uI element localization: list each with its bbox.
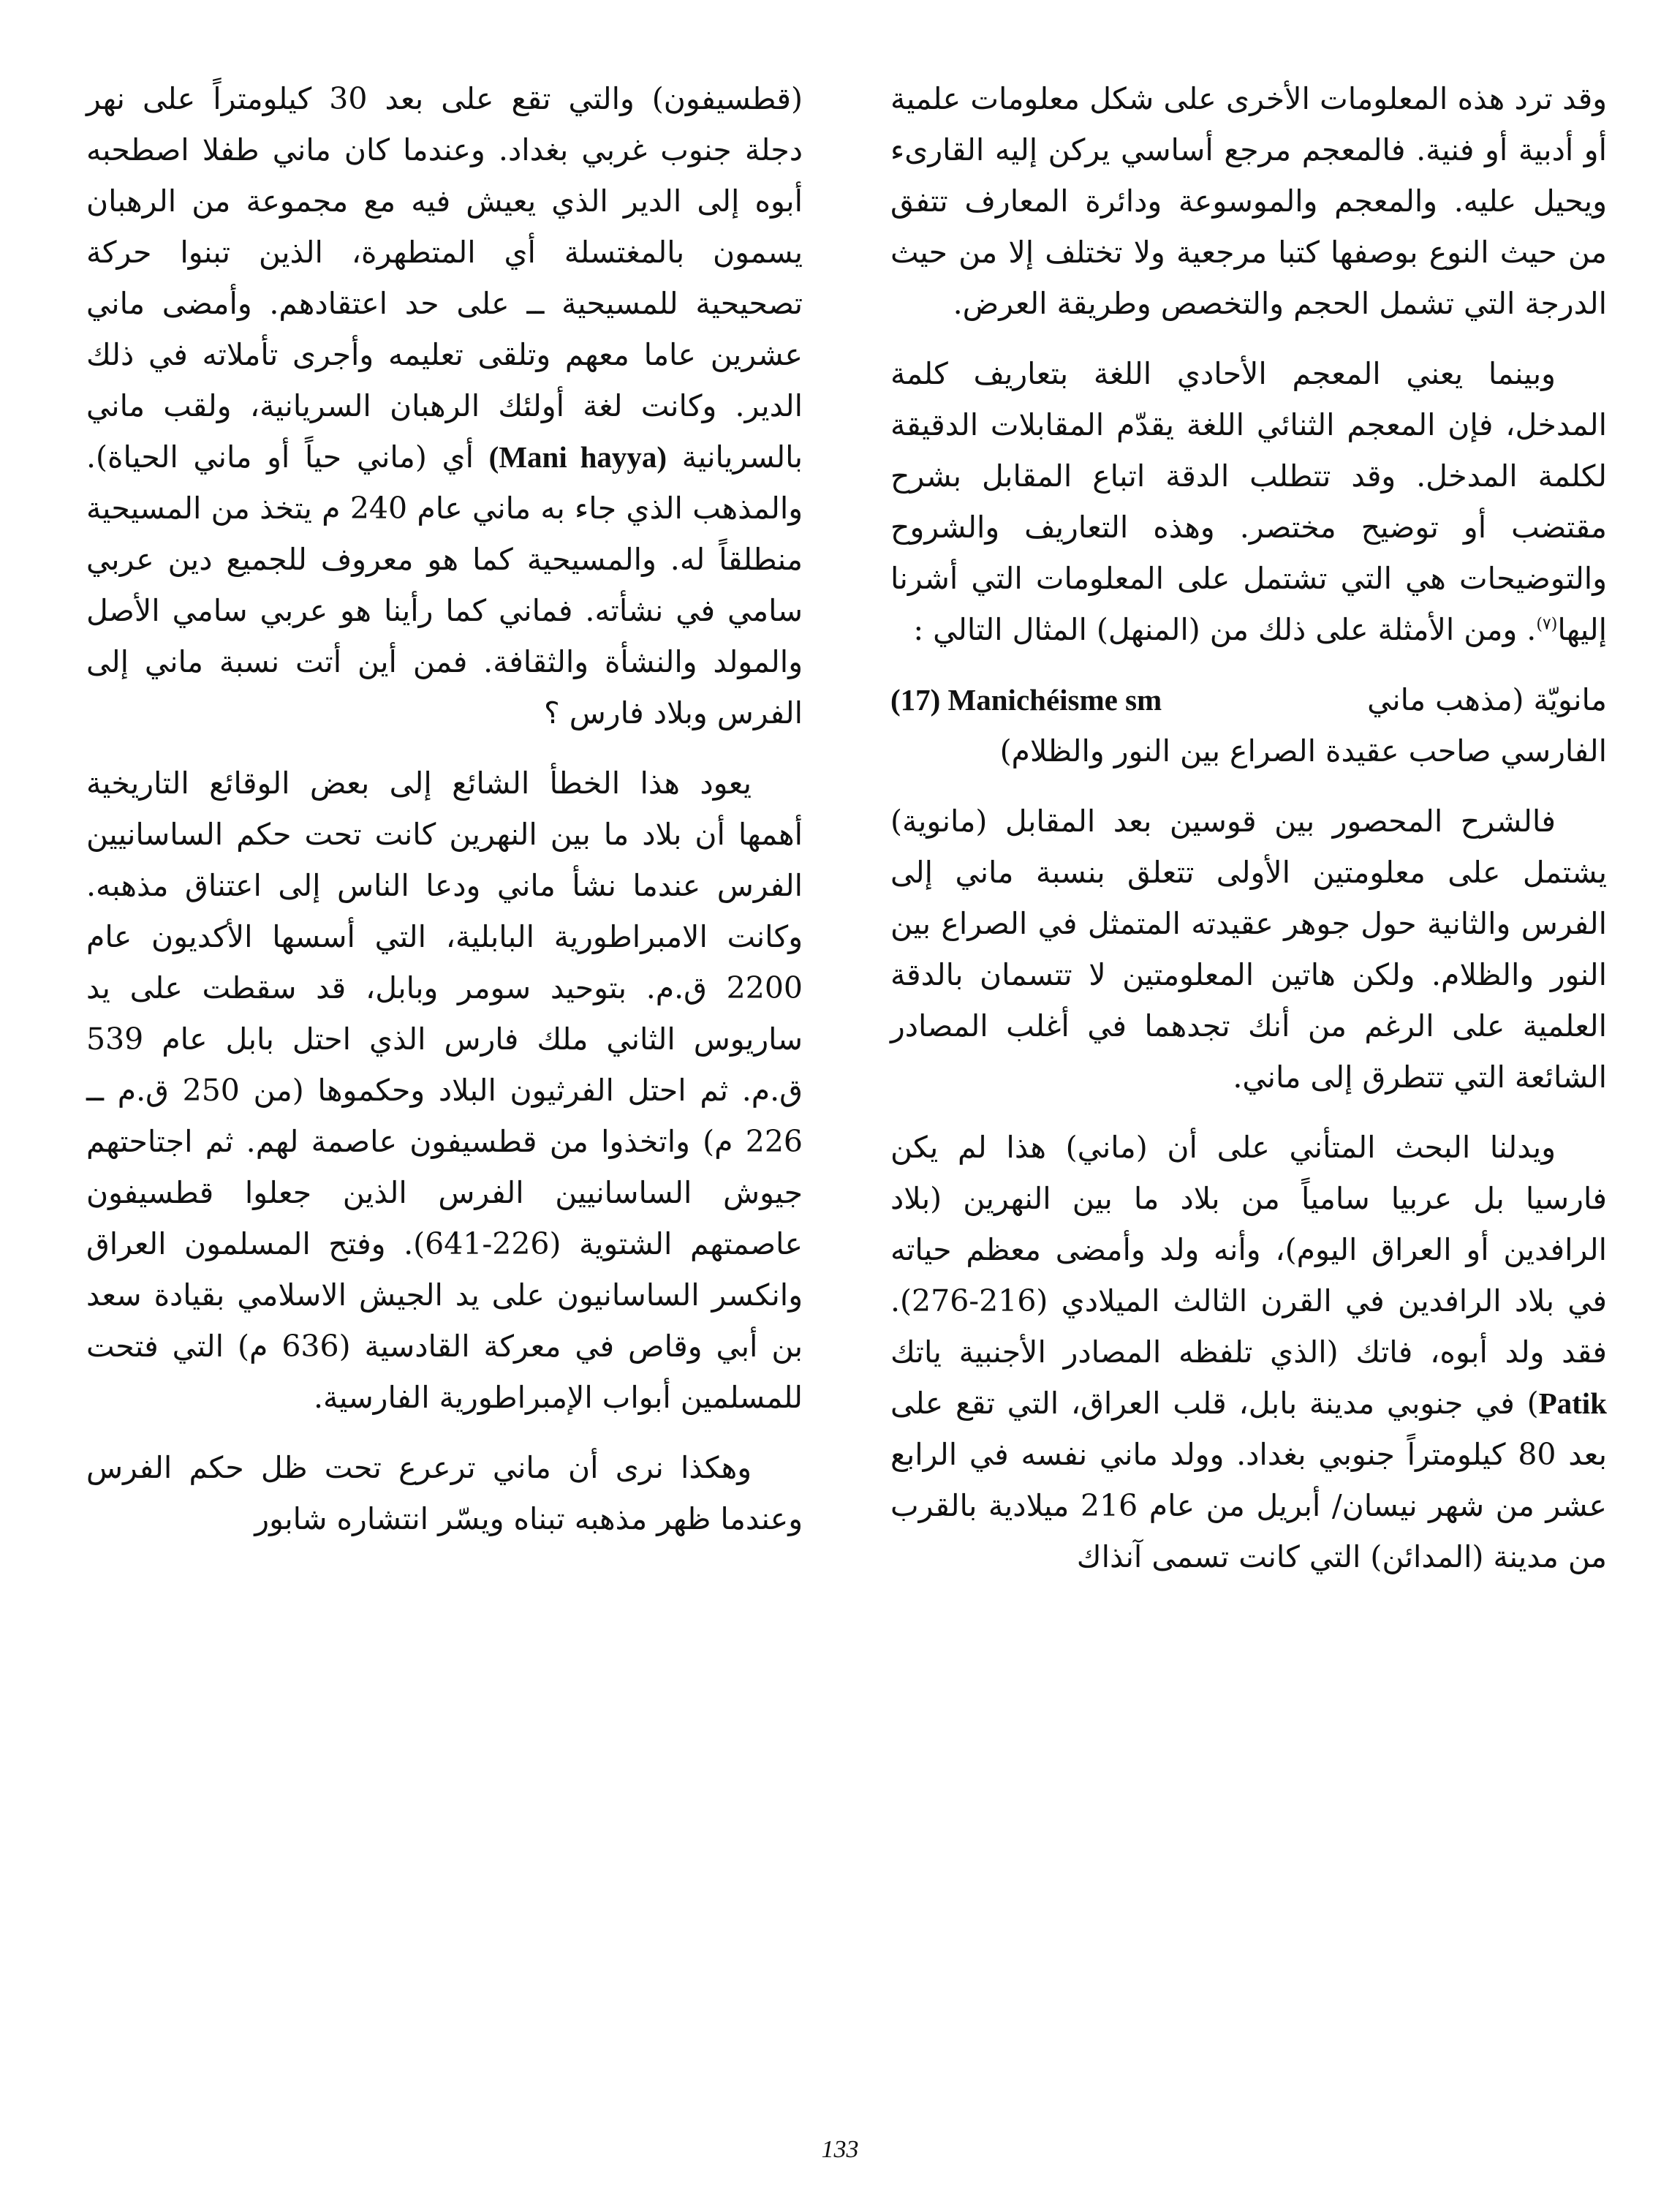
paragraph: وهكذا نرى أن ماني ترعرع تحت ظل حكم الفرس وعندما ظهر مذهبه تبناه ويسّر انتشاره شابور [86, 1450, 803, 1536]
example-line: الفارسي صاحب عقيدة الصراع بين النور والظلام) [999, 733, 1607, 769]
paragraph-text: وبينما يعني المعجم الأحادي اللغة بتعاريف كلمة المدخل، فإن المعجم الثنائي اللغة يقدّم المقابلات الدقيقة لكلمة المدخل. وقد تتطلب الدقة اتباع المقابل بشرح مقتضب أو توضيح مختصر. وهذه التعاريف والشروح والتوضيحات هي التي تشتمل على المعلومات التي أشرنا إليها [890, 356, 1607, 647]
left-column [86, 73, 803, 1563]
paragraph: فالشرح المحصور بين قوسين بعد المقابل (مانوية) يشتمل على معلومتين الأولى تتعلق بنسبة ماني إلى الفرس والثانية حول جوهر عقيدته المتمثل في الصراع بين النور والظلام. ولكن هاتين المعلومتين لا تتسمان بالدقة العلمية على الرغم من أنك تجدهما في أغلب المصادر الشائعة التي تتطرق إلى ماني. [890, 804, 1607, 1095]
paragraph-text: أي (ماني حياً أو ماني الحياة). والمذهب الذي جاء به ماني عام 240 م يتخذ من المسيحية منطلقاً له. والمسيحية كما هو معروف للجميع دين عربي سامي في نشأته. فماني كما رأينا هو عربي سامي الأصل والمولد والنشأة والثقافة. فمن أين أتت نسبة ماني إلى الفرس وبلاد فارس ؟ [86, 439, 803, 731]
example-line [890, 674, 1607, 725]
paragraph [890, 1122, 1607, 1582]
paragraph [890, 348, 1607, 655]
latin-term: Patik [1538, 1386, 1607, 1420]
latin-term: (Mani hayya) [488, 440, 667, 474]
paragraph-text: . ومن الأمثلة على ذلك من (المنهل) المثال التالي : [913, 612, 1537, 647]
paragraph: يعود هذا الخطأ الشائع إلى بعض الوقائع التاريخية أهمها أن بلاد ما بين النهرين كانت تحت حكم الساسانيين الفرس عندما نشأ ماني ودعا الناس إلى اعتناق مذهبه. وكانت الامبراطورية البابلية، التي أسسها الأكديون عام 2200 ق.م. بتوحيد سومر وبابل، قد سقطت على يد ساريوس الثاني ملك فارس الذي احتل بابل عام 539 ق.م. ثم احتل الفرثيون البلاد وحكموها (من 250 ق.م ــ 226 م) واتخذوا من قطسيفون عاصمة لهم. ثم اجتاحتهم جيوش الساسانيين الفرس الذين جعلوا قطسيفون عاصمتهم الشتوية (226-641). وفتح المسلمون العراق وانكسر الساسانيون على يد الجيش الاسلامي بقيادة سعد بن أبي وقاص في معركة القادسية (636 م) التي فتحت للمسلمين أبواب الإمبراطورية الفارسية. [86, 766, 803, 1415]
paragraph: وقد ترد هذه المعلومات الأخرى على شكل معلومات علمية أو أدبية أو فنية. فالمعجم مرجع أساسي يركن إليه القارىء ويحيل عليه. والمعجم والموسوعة ودائرة المعارف تتفق من حيث النوع بوصفها كتبا مرجعية ولا تختلف إلا من حيث الدرجة التي تشمل الحجم والتخصص وطريقة العرض. [890, 81, 1607, 321]
page-number: 133 [821, 2136, 859, 2163]
footnote-reference: (٧) [1536, 615, 1558, 634]
paragraph [86, 73, 803, 739]
paragraph-text: ويدلنا البحث المتأني على أن (ماني) هذا لم يكن فارسيا بل عربيا سامياً من بلاد ما بين النهرين (بلاد الرافدين أو العراق اليوم)، وأنه ولد وأمضى معظم حياته في بلاد الرافدين في القرن الثالث الميلادي (216-276). فقد ولد أبوه، فاتك (الذي تلفظه المصادر الأجنبية ياتك [890, 1130, 1607, 1370]
example-french-headword: (17) Manichéisme sm [890, 683, 1162, 717]
paragraph-text: ) في جنوبي مدينة بابل، قلب العراق، التي تقع على بعد 80 كيلومتراً جنوبي بغداد. وولد ماني نفسه في الرابع عشر من شهر نيسان/ أبريل من عام 216 ميلادية بالقرب من مدينة (المدائن) التي كانت تسمى آنذاك [890, 1386, 1608, 1574]
paragraph-text: (قطسيفون) والتي تقع على بعد 30 كيلومتراً على نهر دجلة جنوب غربي بغداد. وعندما كان ماني طفلا اصطحبه أبوه إلى الدير الذي يعيش فيه مع مجموعة من الرهبان يسمون بالمغتسلة أي المتطهرة، الذين تبنوا حركة تصحيحية للمسيحية ــ على حد اعتقادهم. وأمضى ماني عشرين عاما معهم وتلقى تعليمه وأجرى تأملاته في ذلك الدير. وكانت لغة أولئك الرهبان السريانية، ولقب ماني بالسريانية [86, 81, 803, 475]
example-arabic-entry: مانويّة (مذهب ماني [1367, 682, 1607, 717]
right-column [890, 73, 1607, 1601]
dictionary-example [890, 674, 1607, 777]
